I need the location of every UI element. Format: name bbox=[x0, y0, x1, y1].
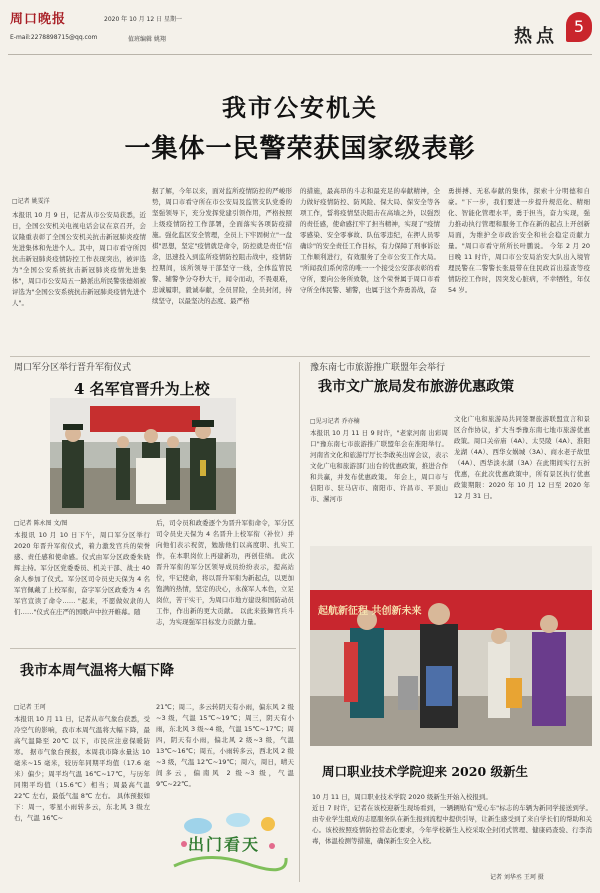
newspaper-logo: 周口晚报 bbox=[10, 12, 67, 27]
military-body-left: 本报讯 10 月 10 日下午，周口军分区举行 2020 年晋升军衔仪式，着力激发官兵的荣誉感、责任感和使命感。仪式由军分区政委朱晓辉主持。军分区党委委员、机关干部、战士 40 余人参加了仪式。军分区司令员史天保为 4 名军官佩戴了上校军衔，奋字军分区政委为 4 名军官宣读了命令…… "起来，不愿做奴隶的人们……"仪式在庄严的国歌声中拉开帷幕。随 bbox=[14, 531, 150, 616]
issue-date: 2020 年 10 月 12 日 星期一 bbox=[104, 16, 182, 23]
weather-banner-art bbox=[168, 806, 288, 878]
contact-email: E-mail:2278898715@qq.com bbox=[10, 34, 98, 41]
weather-byline: □记者 王珂 bbox=[14, 704, 46, 711]
column-divider bbox=[299, 362, 300, 882]
tourism-column-1: 本报讯 10 月 11 日 9 时许，"老家河南 出彩周口"豫东南七市旅游推广联盟年会在淮阳举行。河南省文化和旅游厅厅长李敢英出席会议，表示文化广电和旅游部门出台的优惠政策，推进合作和共赢，并发布优惠政策。 年会上，周口市与信阳市、驻马店市、南阳市、许昌市、平顶山市、漯河市 bbox=[310, 429, 448, 503]
masthead bbox=[8, 6, 592, 55]
military-headline: 4 名军官晋升为上校 bbox=[74, 380, 210, 398]
military-kicker: 周口军分区举行晋升军衔仪式 bbox=[14, 363, 132, 373]
section-divider bbox=[10, 648, 296, 649]
college-body: 近日 7 时许，记者在该校迎新生现场看到，一辆辆贴有"爱心车"标志的车辆为新同学接送到学。由专业学生组成的志愿服务队在新生报到流程中提供引导，让新生感受到了来自学长们的帮助和关心。该校按照疫情防控常态化要求，今年学校新生入校采取全封闭式管理、健康码查验、行李消毒，体温检测等措施，确保新生安全入校。 bbox=[312, 804, 592, 845]
college-headline: 周口职业技术学院迎来 2020 级新生 bbox=[322, 764, 528, 779]
page-number-badge: 5 bbox=[566, 12, 592, 42]
college-photo-credit: 记者 刘华丞 王珂 摄 bbox=[490, 874, 544, 881]
tourism-byline: □见习记者 乔亦楠 bbox=[310, 418, 360, 425]
sun-icon bbox=[261, 817, 275, 831]
lead-column-2: 据了解，今年以来，面对监所疫情防控的严峻形势，周口市看守所在市公安局及监管支队党委的坚强领导下，充分发挥党建引领作用，严格按照上级疫情防控工作部署，全面落实各项防疫措施。强化监区安全管理，全员上下牢固树立"一盘棋"思想，坚定"疫情就是命令，防控就是责任"信念，迅速投入到监所疫情防控阻击战中，疫情防控期间，该所领导干部坚守一线，全体监管民警、辅警争分夺秒大干，闻令而动，不畏艰难，忠诚履职，毅诚奉献，全员冒险，全员封闭，持续坚守，以最坚决的态度、最严格 bbox=[152, 187, 292, 305]
photo-illustration bbox=[310, 546, 592, 746]
weather-banner-text: 出门看天 bbox=[188, 835, 261, 854]
weather-column-1: 本报讯 10 月 11 日，记者从市气象台获悉，受冷空气的影响，我市本周气温将大幅下降，最高气温降至 20℃ 以下，市民应注意保暖防寒。 据市气象台预报，本周我市降水量达 10 毫米~15 毫米，较历年同期平均值（17.6 毫米）偏少；周平均气温 16℃~17℃，与历年同期平均值（15.6℃）相当；周最高气温 22℃ 左右，最低气温 8℃ 左右。 具体预报如下：周一，零星小雨转多云，东北风 3 级左右，气温 16℃~ bbox=[14, 715, 150, 822]
military-body-right: 后，司令员和政委逐个为晋升军衔命令，军分区司令员史天保为 4 名晋升上校军衔（补位）并向他们表示祝贺，勉励他们以高度职、扎实工作，在本职岗位上再建新功，再创佳绩。 此次晋升军衔的军分区领导成员纷纷表示，提高站位，牢记使命，将以晋升军衔为新起点，以更加饱满的热情，坚定的决心，永葆军人本色，立足岗位，苦干实干，为周口市地方建设和国防动员工作，作出新的更大贡献。 以此来鼓舞官兵斗志，为实现强军目标发力贡献力量。 bbox=[156, 519, 294, 626]
lead-byline: □记者 姚雯洋 bbox=[12, 198, 50, 205]
college-caption: 10 月 11 日，周口职业技术学院 2020 级新生开始入校报到。 bbox=[312, 793, 492, 801]
duty-editor: 值班编辑 姚翔 bbox=[128, 36, 166, 43]
college-banner-text: 起航新征程 共创新未来 bbox=[318, 606, 422, 617]
weather-headline: 我市本周气温将大幅下降 bbox=[20, 663, 174, 679]
military-byline: □记者 陈永图 文/图 bbox=[14, 520, 68, 527]
lead-headline-line1: 我市公安机关 bbox=[222, 93, 378, 122]
photo-illustration bbox=[50, 398, 236, 514]
tourism-headline: 我市文广旅局发布旅游优惠政策 bbox=[318, 379, 514, 395]
college-registration-photo bbox=[310, 546, 592, 746]
section-name: 热点 bbox=[514, 26, 558, 47]
lead-column-1: 本报讯 10 月 9 日，记者从市公安局获悉，近日，全国公安机关电视电话会议在京召开，会议隆重表彰了全国公安机关抗击新冠肺炎疫情先进集体和先进个人。其中，周口市看守所因抗击新冠肺炎疫情防控工作表现突出，被评选为"全国公安系统抗击新冠肺炎疫情先进集体"，周口市公安局五一路派出所民警张德娟被评选为"全国公安系统抗击新冠肺炎疫情先进个人"。 bbox=[12, 211, 146, 307]
section-divider bbox=[10, 356, 590, 357]
lead-column-3: 的措施，最高昂的斗志和最充足的奉献精神，全力做好疫情防控、防风险、保大局、保安全等各项工作，誓将疫情坚决阻击在高墙之外，以强烈的责任感，使命感扛牢了担当精神，实现了"疫情零感染、安全零事故、队伍零违纪，在押人员零确诊"的安全责任工作目标，有力保障了刑事诉讼工作顺利进行，有效服务了全市公安工作大局。 "所闻我们系何常的唯一一个接受公安部表彰的看守所，要向公务所致敬，这个荣誉属于周口市看守所全体民警、辅警，也属于这个奔勇善战，奋 bbox=[300, 187, 440, 294]
tourism-column-2: 文化广电和旅游局共同签署旅游联盟宣言和景区合作协议，扩大当季豫东南七地市旅游优惠政策。周口关帝庙（4A）、太昊陵（4A）、淮阳龙湖（4A）、西华女娲城（3A）、商水老子故里（4A）、西华淡水湖（3A）在此期间实行五折优惠，在此次优惠政策中，所有景区执行优惠政策期限：2020 年 10 月 12 日至 2020 年 12 月 31 日。 bbox=[454, 415, 590, 500]
lead-column-4: 勇拼搏、无私奉献的集体，探索十分明德和自豪。"下一步，我们要进一步提升规范化、精细化、智能化管理水平，勇于担当，奋力实现，强力推动执行管理和服务工作在新的起点上开创新局面，为维护全市政治安全和社会稳定贡献力量。"周口市看守所所长叶鹏说。 今年 2 月 20 日晚 11 时许，周口市公安局治安大队出入境管理民警在二警警长张晨带在住民政首出巡查等疫情防控工作时，因突发心脏病，不幸牺牲，年仅 54 岁。 bbox=[448, 187, 590, 294]
military-ceremony-photo bbox=[50, 398, 236, 514]
tourism-kicker: 豫东南七市旅游推广联盟年会举行 bbox=[310, 363, 446, 373]
lead-headline-line2: 一集体一民警荣获国家级表彰 bbox=[124, 134, 476, 164]
weather-column-2: 21℃；周二，多云转阴天有小雨，偏东风 2 级~3 级，气温 15℃~19℃；周三，阴天有小雨，东北风 3 级~4 级，气温 15℃~17℃；周四，阴天有小雨，偏北风 2 级~3 级，气温 13℃~16℃；周五，小雨转多云，西北风 2 级~3 级，气温 12℃~19℃；周六，周日，晴天间多云，偏南风 2 级~3 级，气温 9℃~22℃。 bbox=[156, 703, 294, 788]
